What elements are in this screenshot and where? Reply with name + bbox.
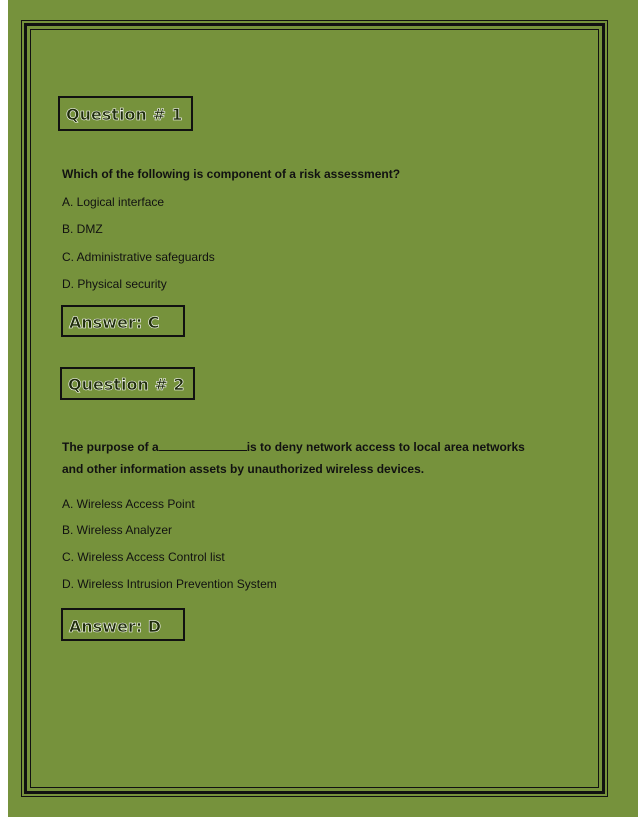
question-1-text: Which of the following is component of a risk assessment? (62, 167, 401, 181)
question-1-option-a: A. Logical interface (62, 195, 165, 209)
question-2-answer: Answer: D (61, 608, 185, 641)
question-2-heading: Question # 2 (60, 367, 195, 400)
question-2-option-b: B. Wireless Analyzer (62, 523, 173, 537)
question-2-text-line2: and other information assets by unauthorized wireless devices. (62, 462, 425, 476)
question-1-heading: Question # 1 (58, 96, 193, 131)
question-1-option-c: C. Administrative safeguards (62, 250, 215, 264)
question-2-option-d: D. Wireless Intrusion Prevention System (62, 577, 277, 591)
question-2-text-after-blank: is to deny network access to local area networks (246, 440, 525, 454)
page-border-inner (30, 29, 599, 788)
question-2-text-before-blank: The purpose of a (62, 440, 159, 454)
question-1-option-d: D. Physical security (62, 277, 167, 291)
question-2-text-line1 (62, 439, 525, 454)
question-2-option-c: C. Wireless Access Control list (62, 550, 225, 564)
fill-in-blank (159, 439, 247, 451)
question-2-option-a: A. Wireless Access Point (62, 497, 195, 511)
question-1-option-b: B. DMZ (62, 222, 103, 236)
question-1-answer: Answer: C (61, 305, 185, 337)
